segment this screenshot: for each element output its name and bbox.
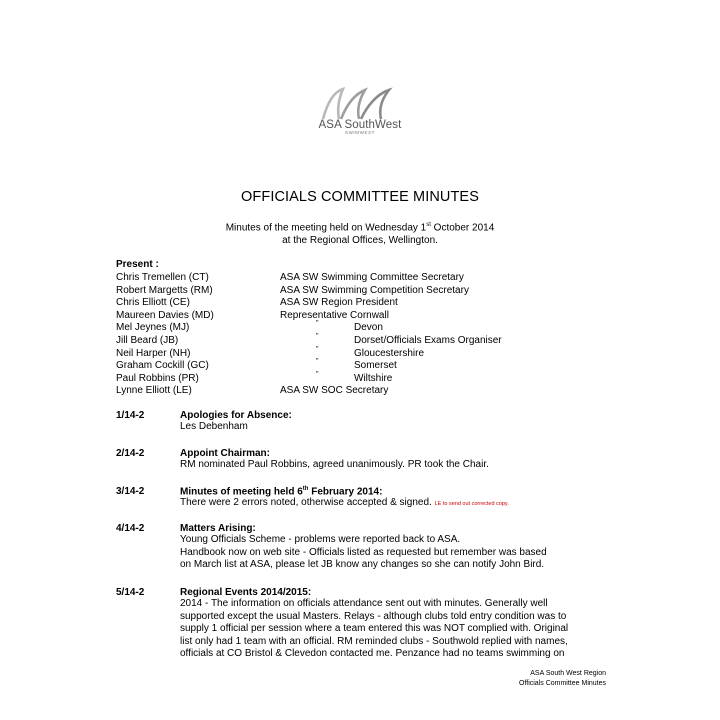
- logo-text: ASA SouthWest: [318, 119, 402, 131]
- attendee-role: ASA SW SOC Secretary: [280, 385, 389, 397]
- attendee-row: [116, 360, 596, 373]
- attendee-row: [116, 385, 596, 398]
- item-number: 4/14-2: [116, 523, 145, 534]
- attendee-row: [116, 335, 596, 348]
- attendee-name: Robert Margetts (RM): [116, 284, 213, 296]
- attendee-row: [116, 285, 596, 298]
- attendee-name: Maureen Davies (MD): [116, 309, 214, 321]
- attendee-row: [116, 310, 596, 323]
- item-text: supply 1 official per session where a team entered this was NOT complied with. Original: [180, 623, 569, 635]
- footer-line-region: ASA South West Region: [530, 670, 606, 677]
- page-title: OFFICIALS COMMITTEE MINUTES: [241, 189, 479, 205]
- attendee-row: [116, 345, 596, 361]
- item-number: 3/14-2: [116, 486, 145, 497]
- attendee-county: Gloucestershire: [354, 347, 425, 359]
- attendee-row: [116, 370, 596, 386]
- item-number: 1/14-2: [116, 410, 145, 421]
- attendee-role: ASA SW Region President: [280, 297, 398, 309]
- attendee-row: [116, 297, 596, 310]
- attendee-county: Wiltshire: [354, 372, 393, 384]
- attendee-row: [116, 272, 596, 285]
- attendee-role: Representative Cornwall: [280, 309, 389, 321]
- item-heading: Apologies for Absence:: [180, 410, 292, 421]
- attendee-county: Devon: [354, 322, 383, 334]
- item-text: supported except the usual Masters. Relays - although clubs told entry condition was to: [180, 610, 567, 622]
- item-heading: Appoint Chairman:: [180, 448, 270, 459]
- attendee-name: Graham Cockill (GC): [116, 360, 209, 372]
- item-text: RM nominated Paul Robbins, agreed unanimously. PR took the Chair.: [180, 459, 489, 470]
- meeting-location-line: at the Regional Offices, Wellington.: [282, 235, 438, 246]
- meeting-date-line: Minutes of the meeting held on Wednesday 1st October 2014: [225, 222, 495, 234]
- item-text: list only had 1 team with an official. RM reminded clubs - Southwold replied with names,: [180, 635, 568, 647]
- attendee-name: Mel Jeynes (MJ): [116, 322, 190, 334]
- item-number: 5/14-2: [116, 587, 145, 598]
- asa-southwest-logo: [310, 86, 410, 146]
- attendee-name: Paul Robbins (PR): [116, 372, 199, 384]
- ditto-mark: ": [316, 358, 319, 366]
- attendee-role: ASA SW Swimming Competition Secretary: [280, 284, 469, 296]
- ditto-mark: ": [316, 333, 319, 340]
- attendee-row: [116, 322, 596, 335]
- item-text: Young Officials Scheme - problems were reported back to ASA.: [180, 534, 461, 545]
- ditto-mark: ": [316, 370, 319, 378]
- ditto-mark: ": [316, 320, 319, 328]
- item-text: 2014 - The information on officials attendance sent out with minutes. Generally well: [180, 598, 548, 609]
- attendee-name: Chris Tremellen (CT): [116, 272, 209, 283]
- ditto-mark: ": [316, 345, 319, 353]
- handwritten-note: LE to send out corrected copy.: [434, 501, 509, 508]
- attendee-name: Chris Elliott (CE): [116, 297, 190, 309]
- item-text: There were 2 errors noted, otherwise accepted & signed. LE to send out corrected copy.: [180, 497, 509, 509]
- attendee-name: Jill Beard (JB): [116, 335, 179, 346]
- item-number: 2/14-2: [116, 448, 145, 459]
- logo-subtext: SWIMWEST: [344, 130, 376, 135]
- attendee-role: ASA SW Swimming Committee Secretary: [280, 272, 464, 283]
- footer-line-committee: Officials Committee Minutes: [518, 679, 606, 687]
- attendee-county: Dorset/Officials Exams Organiser: [354, 335, 502, 346]
- attendee-county: Somerset: [354, 360, 397, 372]
- present-heading: Present :: [116, 259, 159, 270]
- item-heading: Regional Events 2014/2015:: [180, 587, 312, 598]
- item-text: on March list at ASA, please let JB know any changes so she can notify John Bird.: [180, 559, 545, 571]
- item-heading: Minutes of meeting held 6th February 2014:: [180, 486, 383, 498]
- item-text: Handbook now on web site - Officials listed as requested but remember was based: [180, 546, 547, 558]
- attendee-name: Neil Harper (NH): [116, 347, 191, 359]
- wave-logo-icon: [317, 86, 403, 120]
- page-footer: [519, 669, 606, 688]
- attendee-name: Lynne Elliott (LE): [116, 385, 192, 397]
- item-text: officials at CO Bristol & Clevedon contacted me. Penzance had no teams swimming on: [180, 648, 565, 660]
- item-text: Les Debenham: [180, 421, 248, 432]
- item-heading: Matters Arising:: [180, 523, 256, 534]
